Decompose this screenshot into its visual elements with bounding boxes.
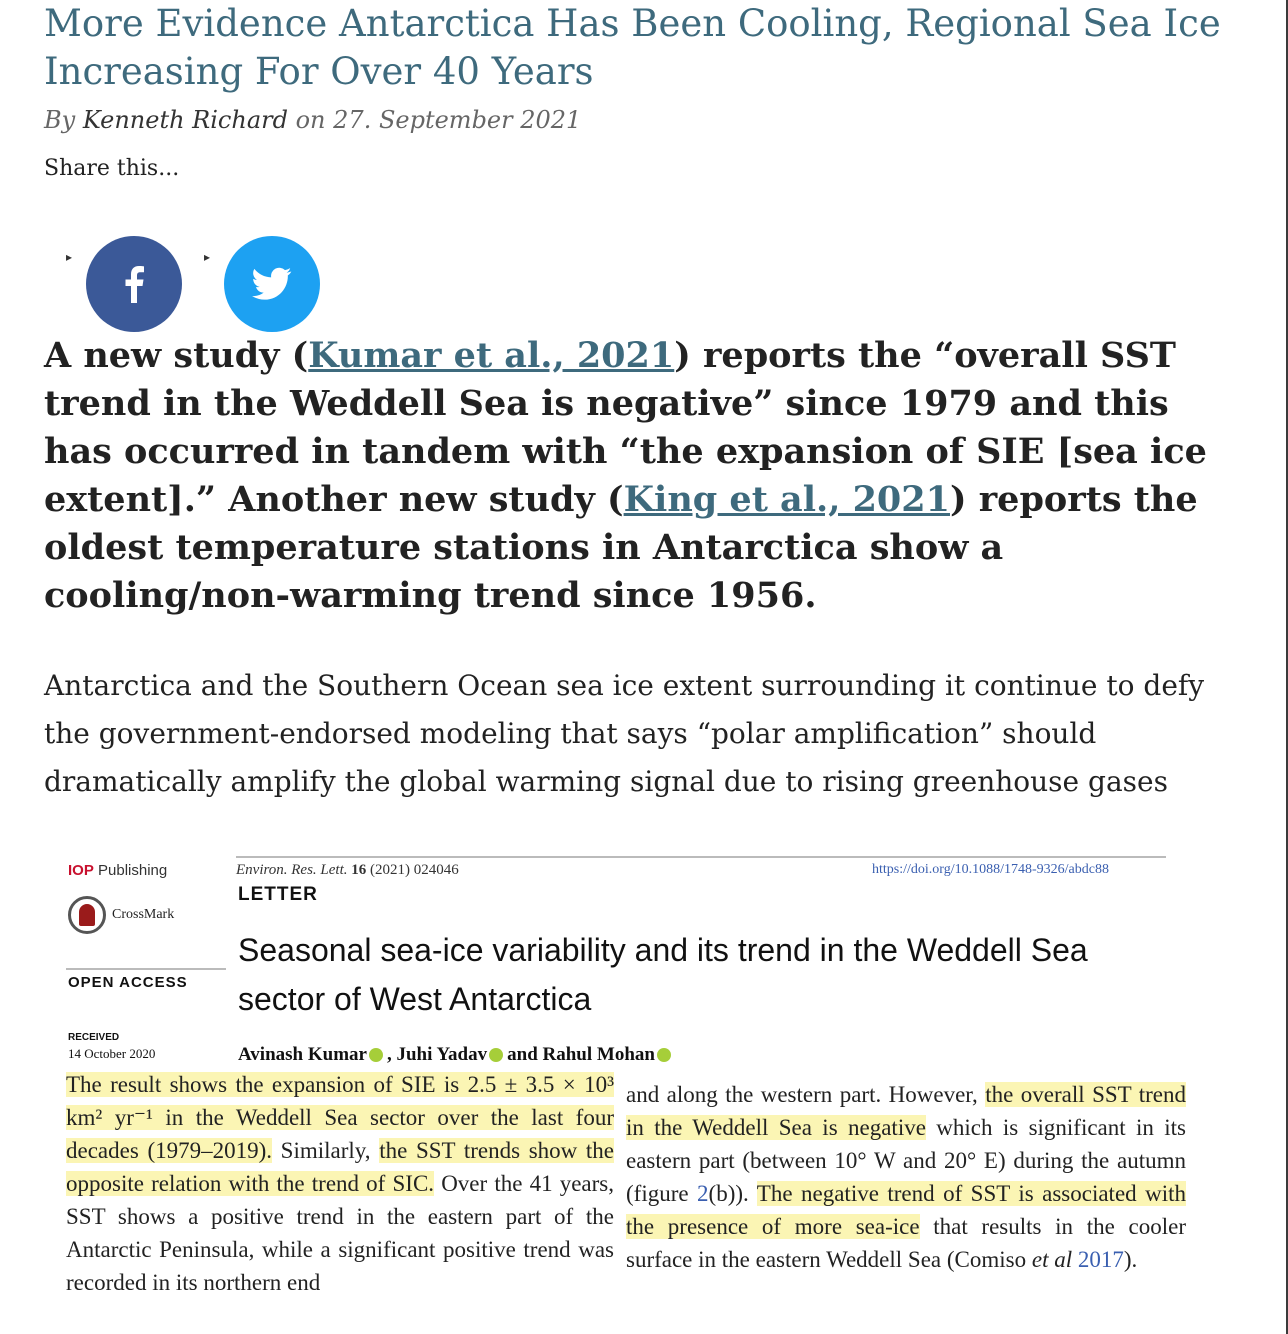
lead-text: ) reports the oldest temperature stations in Antarctica show a cooling/non-warming trend since 1956. [44,479,1198,616]
paper-right-column [626,1078,1186,1276]
publisher-logo [68,862,167,879]
header-rule [236,856,1166,858]
lead-text: ) reports the “overall SST trend in the Weddell Sea is negative” since 1979 and this has occurred in tandem with “the expansion of SIE [sea ice extent].” Another new study ( [44,335,1207,520]
author-name: Avinash Kumar [238,1044,367,1065]
highlighted-text: the overall SST trend in the Weddell Sea is negative [626,1082,1186,1140]
column-text: (b)). [708,1181,757,1206]
kumar-study-link[interactable]: Kumar et al., 2021 [308,335,675,376]
publish-date: 27. September 2021 [333,106,582,134]
citation-year: 2017 [1077,1247,1124,1272]
paper-excerpt-image [60,852,1187,1334]
journal-citation [236,862,459,879]
column-text: et al [1031,1247,1073,1272]
facebook-icon [123,265,145,303]
column-text: Similarly, [280,1138,380,1163]
journal-issue: (2021) 024046 [366,862,459,878]
publisher-logo-rest: Publishing [93,862,168,879]
journal-name: Environ. Res. Lett. [236,862,348,878]
facebook-share-button[interactable] [86,236,182,332]
paper-authors [238,1044,675,1066]
column-text: that results in the cooler surface in the eastern Weddell Sea (Comiso [626,1214,1187,1272]
highlighted-text: the SST trends show the opposite relation with the trend of SIC. [66,1138,615,1196]
column-text: which is significant in its eastern part (between 10° W and 20° E) during the autumn (figure [626,1115,1186,1206]
orcid-icon [369,1048,383,1062]
article-type: LETTER [238,884,318,905]
sidebar-rule [66,968,226,970]
journal-volume: 16 [351,862,367,878]
author-link[interactable]: Kenneth Richard [82,106,288,134]
lead-summary [44,332,1234,620]
received-date: 14 October 2020 [68,1046,156,1061]
paper-left-column [66,1068,614,1299]
orcid-icon [657,1048,671,1062]
twitter-bird-icon [252,267,292,301]
share-label: Share this... [44,156,180,181]
king-study-link[interactable]: King et al., 2021 [623,479,950,520]
byline-prefix: By [44,106,76,134]
author-name: and Rahul Mohan [507,1044,655,1065]
highlighted-text: The negative trend of SST is associated with the presence of more sea-ice [626,1181,1187,1239]
body-paragraph: Antarctica and the Southern Ocean sea ice extent surrounding it continue to defy the government-endorsed modeling that says “polar amplification” should dramatically amplify the global warming signal due to rising greenhouse gases [44,669,1205,798]
article-title: More Evidence Antarctica Has Been Cooling, Regional Sea Ice Increasing For Over 40 Years [44,2,1221,93]
paper-title: Seasonal sea-ice variability and its trend in the Weddell Sea sector of West Antarctica [238,932,1088,1017]
publisher-logo-bold: IOP [68,862,94,879]
figure-reference: 2 [697,1181,709,1206]
share-arrow-icon: ▸ [66,250,73,264]
byline [44,106,581,134]
twitter-share-button[interactable] [224,236,320,332]
author-name: , Juhi Yadav [386,1044,488,1065]
byline-on: on [295,106,326,134]
highlighted-text: The result shows the expansion of SIE is 2.5 ± 3.5 × 10³ km² yr⁻¹ in the Weddell Sea sector over the last four decades (1979–2019). [66,1072,614,1163]
orcid-icon [489,1048,503,1062]
crossmark-label: CrossMark [112,907,175,922]
column-text: and along the western part. However, [626,1082,986,1107]
lead-text: A new study ( [44,335,309,376]
open-access-label: OPEN ACCESS [68,974,188,991]
share-arrow-icon: ▸ [204,250,211,264]
crossmark-badge [68,896,174,934]
crossmark-icon [68,896,106,934]
column-text: Over the 41 years, SST shows a positive trend in the eastern part of the Antarctic Peninsula, while a significant positive trend was recorded in its northern end [66,1171,614,1295]
column-text: ). [1123,1247,1138,1272]
received-label: RECEIVED [68,1032,120,1043]
doi-link: https://doi.org/10.1088/1748-9326/abdc88 [872,862,1109,877]
